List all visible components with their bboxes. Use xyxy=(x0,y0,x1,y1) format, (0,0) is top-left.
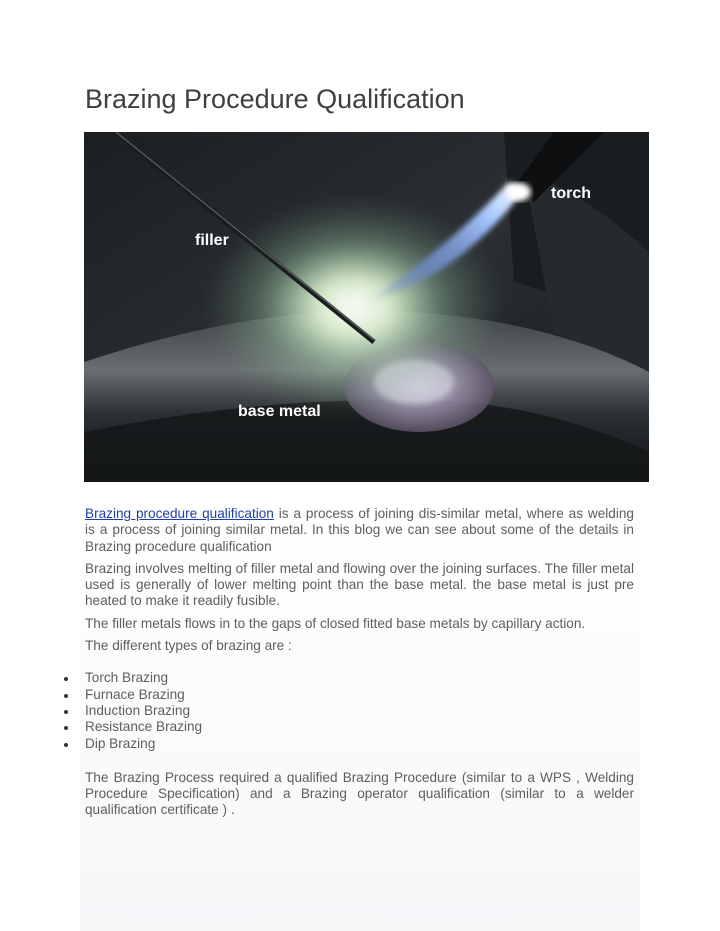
list-item: Furnace Brazing xyxy=(85,687,634,703)
intro-text: is a process of joining dis-similar metal, where as welding is a process of joining similar metal. In this blog we can see about some of the details in Brazing procedure qualification xyxy=(85,506,634,554)
article-body xyxy=(85,506,634,825)
brazing-types-list xyxy=(85,670,634,751)
list-item: Dip Brazing xyxy=(85,736,634,752)
intro-paragraph xyxy=(85,506,634,555)
filler-label: filler xyxy=(195,232,229,249)
closing-paragraph: The Brazing Process required a qualified Brazing Procedure (similar to a WPS , Welding Procedure Specification) and a Brazing operator qualification (similar to a welder qualification certificate ) . xyxy=(85,769,634,818)
list-item: Induction Brazing xyxy=(85,703,634,719)
paragraph-melting: Brazing involves melting of filler metal and flowing over the joining surfaces. The filler metal used is generally of lower melting point than the base metal. the base metal is just pre heated to make it readily fusible. xyxy=(85,560,634,609)
list-item: Resistance Brazing xyxy=(85,719,634,735)
paragraph-capillary: The filler metals flows in to the gaps of closed fitted base metals by capillary action. xyxy=(85,615,586,631)
brazing-procedure-link[interactable]: Brazing procedure qualification xyxy=(85,506,274,521)
list-item: Torch Brazing xyxy=(85,670,634,686)
torch-label: torch xyxy=(551,185,591,202)
page-title: Brazing Procedure Qualification xyxy=(85,84,465,114)
paragraph-types-intro: The different types of brazing are : xyxy=(85,638,292,654)
base-metal-label: base metal xyxy=(238,403,321,420)
brazing-photo xyxy=(84,132,649,482)
